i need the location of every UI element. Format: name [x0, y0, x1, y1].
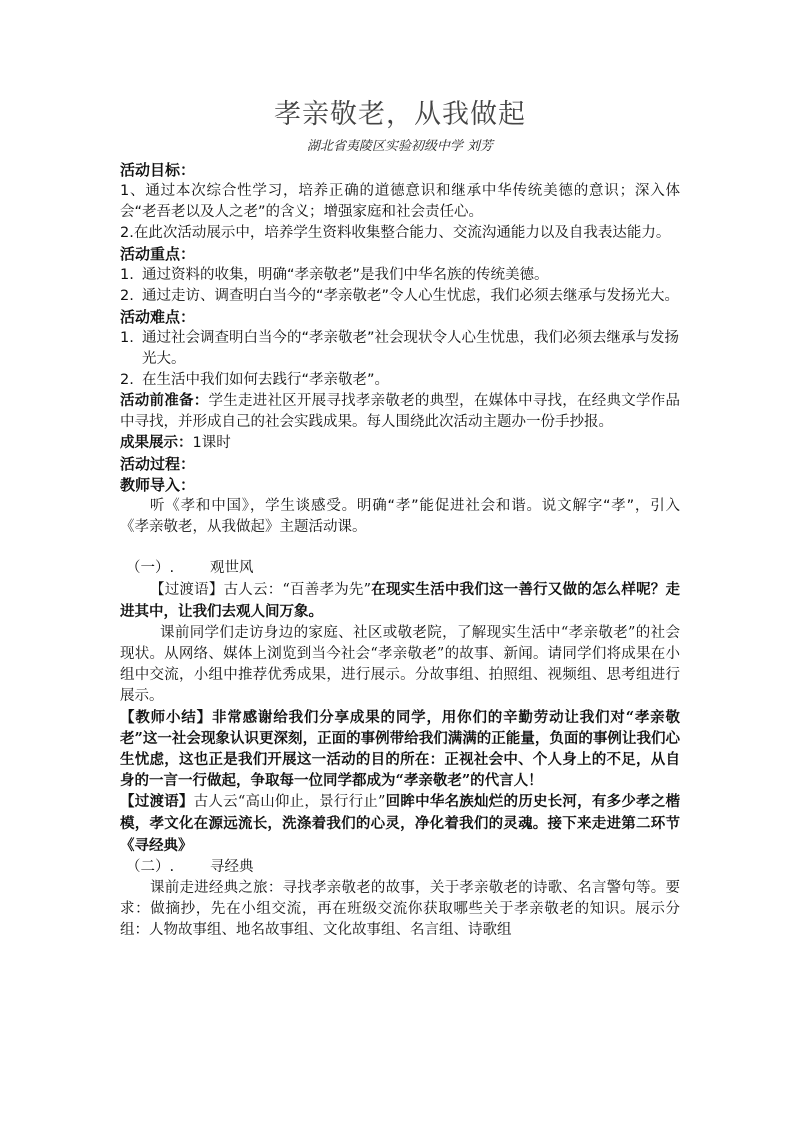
- keypoint-text: 通过资料的收集，明确“孝亲敬老”是我们中华名族的传统美德。: [142, 267, 549, 283]
- show-label: 成果展示：: [120, 435, 193, 451]
- section-1-transition-2: [120, 791, 680, 857]
- document-title: 孝亲敬老，从我做起: [274, 99, 526, 130]
- section-2-header: [120, 857, 680, 878]
- teacher-intro-heading: 教师导入：: [120, 476, 196, 494]
- section-1-title: 观世风: [210, 560, 254, 576]
- summary-label: 【教师小结】: [120, 709, 212, 726]
- section-2-number: （二）.: [126, 859, 175, 875]
- goal-item-1: 1、通过本次综合性学习，培养正确的道德意识和继承中华传统美德的意识；深入体会“老吾老以及人之老”的含义；增强家庭和社会责任心。: [120, 183, 680, 220]
- prep-label: 活动前准备：: [120, 393, 209, 409]
- keypoints-list: [120, 265, 680, 307]
- prep-paragraph: [120, 391, 680, 433]
- document-page: [120, 98, 680, 941]
- difficulty-item: [120, 370, 680, 391]
- transition-text: 古人云：“百善孝为先”: [223, 582, 372, 598]
- show-paragraph: [120, 433, 680, 454]
- section-1-body: 课前同学们走访身边的家庭、社区或敬老院，了解现实生活中“孝亲敬老”的社会现状。从网络、媒体上浏览到当今社会“孝亲敬老”的故事、新闻。请同学们将成果在小组中交流，小组中推荐优秀成果，进行展示。分故事组、拍照组、视频组、思考组进行展示。: [120, 625, 680, 704]
- transition-bold-text: 在现实生活中我们这一善行又做的怎么样呢？走进其中，让我们去观人间万象。: [120, 581, 681, 620]
- goal-item-2: 2.在此次活动展示中，培养学生资料收集整合能力、交流沟通能力以及自我表达能力。: [120, 225, 671, 241]
- goals-heading: 活动目标：: [120, 161, 196, 179]
- keypoints-heading: 活动重点：: [120, 245, 196, 263]
- section-2-body: 课前走进经典之旅：寻找孝亲敬老的故事，关于孝亲敬老的诗歌、名言警句等。要求：做摘抄，先在小组交流，再在班级交流你获取哪些关于孝亲敬老的知识。展示分组：人物故事组、地名故事组、文化故事组、名言组、诗歌组: [120, 880, 680, 938]
- transition2-text: 古人云“高山仰止，景行行止”: [193, 794, 386, 810]
- difficulty-item: [120, 328, 680, 370]
- difficulty-text: 通过社会调查明白当今的“孝亲敬老”社会现状令人心生忧患，我们必须去继承与发扬光大。: [142, 330, 680, 367]
- teacher-intro-text: 听《孝和中国》，学生谈感受。明确“孝”能促进社会和谐。说文解字“孝”，引入《孝亲敬老，从我做起》主题活动课。: [120, 498, 680, 535]
- section-1-summary: [120, 707, 680, 791]
- process-heading: 活动过程：: [120, 455, 196, 473]
- keypoint-item: [120, 265, 680, 286]
- section-1-header: [120, 558, 680, 579]
- keypoint-number: 1.: [120, 267, 134, 283]
- keypoint-text: 通过走访、调查明白当今的“孝亲敬老”令人心生忧虑，我们必须去继承与发扬光大。: [142, 288, 680, 304]
- document-author: 湖北省夷陵区实验初级中学 刘芳: [306, 139, 494, 154]
- difficulties-list: [120, 328, 680, 391]
- keypoint-item: [120, 286, 680, 307]
- section-1-transition: [120, 579, 680, 623]
- transition2-bold-text: 回眸中华名族灿烂的历史长河，有多少孝之楷模，孝文化在源远流长，洗涤着我们的心灵，净化着我们的灵魂。接下来走进第二环节《寻经典》: [120, 793, 681, 854]
- show-text: 1课时: [192, 435, 231, 451]
- difficulties-heading: 活动难点：: [120, 308, 196, 326]
- difficulty-number: 2.: [120, 372, 134, 388]
- prep-text: 学生走进社区开展寻找孝亲敬老的典型，在媒体中寻找，在经典文学作品中寻找，并形成自己的社会实践成果。每人围绕此次活动主题办一份手抄报。: [120, 393, 681, 430]
- summary-text: 非常感谢给我们分享成果的同学，用你们的辛勤劳动让我们对“孝亲敬老”这一社会现象认识更深刻，正面的事例带给我们满满的正能量，负面的事例让我们心生忧虑，这也正是我们开展这一活动的目的所在：正视社会中、个人身上的不足，从自身的一言一行做起，争取每一位同学都成为“孝亲敬老”的代言人！: [120, 709, 681, 789]
- difficulty-number: 1.: [120, 330, 134, 346]
- spacer: [120, 538, 680, 558]
- transition-label: 【过渡语】: [150, 582, 224, 598]
- difficulty-text: 在生活中我们如何去践行“孝亲敬老”。: [142, 372, 390, 388]
- transition2-label: 【过渡语】: [120, 793, 194, 810]
- keypoint-number: 2.: [120, 288, 134, 304]
- section-1-number: （一）.: [126, 560, 175, 576]
- section-2-title: 寻经典: [210, 859, 254, 875]
